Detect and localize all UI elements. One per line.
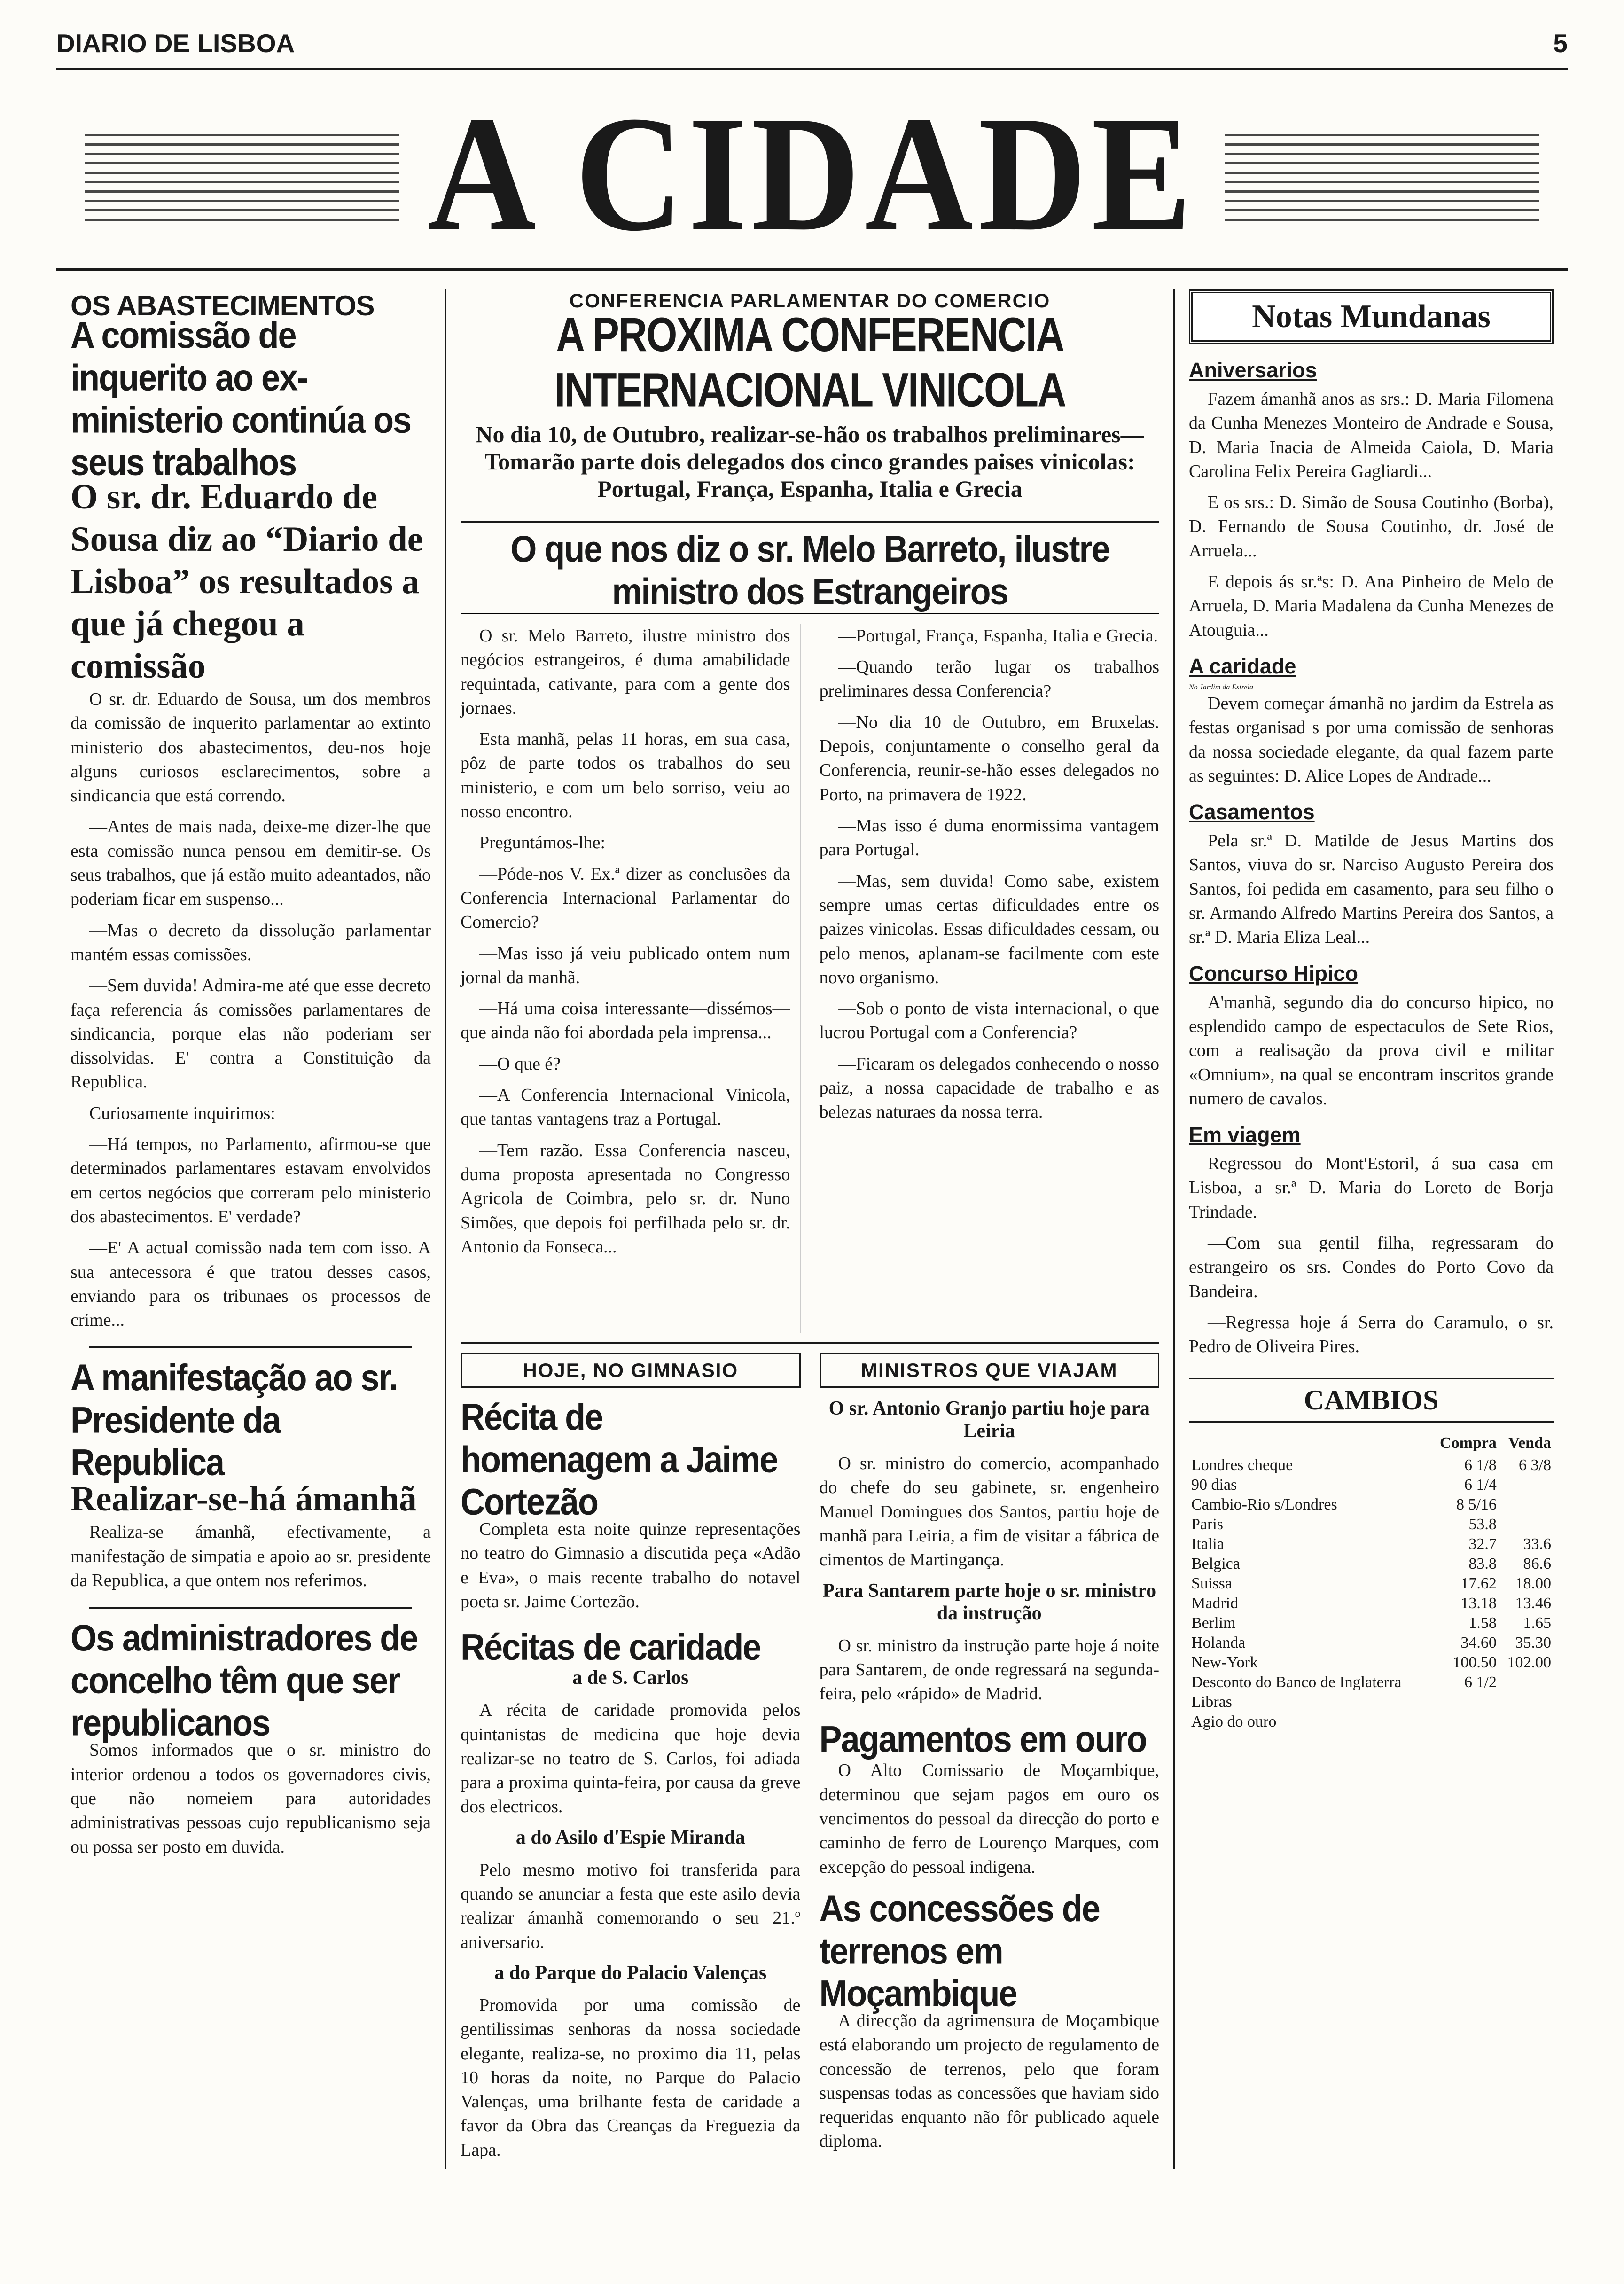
table-row [1189,1495,1554,1515]
table-cell [1430,1692,1499,1712]
masthead-area [56,80,1568,271]
subheadline: a do Parque do Palacio Valenças [494,1962,767,1984]
paragraph: —Sob o ponto de vista internacional, o que lucrou Portugal com a Conferencia? [819,999,1159,1043]
article-paragraph: Somos informados que o sr. ministro do interior ordenou a todos os governadores civis, que não nomeiem para autoridades administrativas pessoas cujo republicanismo seja ou possa ser posto em duvida. [70,1740,431,1857]
table-cell: 8 5/16 [1456,1495,1497,1513]
paragraph: —Há uma coisa interessante—dissémos—que ainda não foi abordada pela imprensa... [461,999,790,1043]
center-bottom-right [820,1353,1160,2169]
main-grid [56,289,1568,2169]
paragraph: A direcção da agrimensura de Moçambique está elaborando um projecto de regulamento de concessão de terrenos, pelo que foram suspensas todas as concessões que haviam sido requeridas enquanto não fôr publicado aquele diploma. [819,2010,1159,2151]
headline: As concessões de terrenos em Moçambique [819,1888,1100,2015]
article-paragraph: O sr. dr. Eduardo de Sousa, um dos membros da comissão de inquerito parlamentar ao extinto ministerio dos abastecimentos, deu-nos hoje alguns curiosos esclarecimentos, sobre a sindicancia que está correndo. [70,689,431,806]
paragraph: O Alto Comissario de Moçambique, determinou que sejam pagos em ouro os vencimentos do pessoal da direcção do porto e caminho de ferro de Lourenço Marques, com excepção do pessoal indigena. [819,1760,1159,1877]
table-cell: 13.46 [1515,1594,1551,1612]
divider [89,1607,412,1609]
decorative-lines-left [85,127,399,221]
table-cell: Holanda [1191,1634,1246,1651]
section-header: HOJE, NO GIMNASIO [461,1353,801,1388]
article-paragraph: —Antes de mais nada, deixe-me dizer-lhe que esta comissão nunca pensou em demitir-se. Os seus trabalhos, que já estão muito adeantados, não poderiam ficar em suspenso... [70,817,431,909]
paragraph: Preguntámos-lhe: [479,833,606,853]
table-cell [1499,1712,1554,1732]
subheadline: a de S. Carlos [572,1667,689,1689]
article-paragraph: Curiosamente inquirimos: [89,1103,275,1123]
table-row [1189,1692,1554,1712]
table-cell: 34.60 [1460,1634,1497,1651]
table-cell: 100.50 [1452,1653,1497,1671]
table-cell: 86.6 [1523,1555,1551,1572]
notes-paragraph: Pela sr.ª D. Matilde de Jesus Martins dos Santos, viuva do sr. Narciso Augusto Pereira dos Santos, foi pedida em casamento, para seu filho o sr. Armando Alfredo Martins Pereira dos Santos, a sr.ª D. Maria Eliza Leal... [1189,831,1554,947]
center-headline: A PROXIMA CONFERENCIA INTERNACIONAL VINICOLA [554,308,1066,417]
paragraph: A récita de caridade promovida pelos quintanistas de medicina que hoje devia realizar-se no teatro de S. Carlos, foi adiada para a proxima quinta-feira, por causa da greve dos electricos. [461,1700,801,1817]
cambios-table [1189,1432,1554,1732]
divider [89,1346,412,1348]
table-cell: Suissa [1191,1574,1232,1592]
paragraph: —O que é? [479,1054,561,1074]
table-row [1189,1712,1554,1732]
notes-section-title: A caridade [1189,654,1296,678]
paragraph: O sr. Melo Barreto, ilustre ministro dos negócios estrangeiros, é duma amabilidade requintada, cativante, para com a gente dos jornaes. [461,626,790,718]
table-cell [1499,1475,1554,1495]
paragraph: —Mas, sem duvida! Como sabe, existem sempre umas certas dificuldades entre os paizes vinicolas. Essas dificuldades cessam, ou pelo menos, aplanam-se facilmente com este novo organismo. [819,871,1159,987]
notes-section-title: Concurso Hipico [1189,961,1359,986]
subheadline: Para Santarem parte hoje o sr. ministro da instrução [822,1580,1156,1624]
table-cell: 13.18 [1460,1594,1497,1612]
table-cell: 1.65 [1523,1614,1551,1632]
table-cell: New-York [1191,1653,1258,1671]
article-title: A comissão de inquerito ao ex-ministerio continúa os seus trabalhos [70,314,411,484]
masthead-text: A CIDADE [428,82,1196,266]
paragraph: —Póde-nos V. Ex.ª dizer as conclusões da Conferencia Internacional Parlamentar do Comercio? [461,864,790,932]
center-bottom-section [461,1342,1159,2169]
article-title: Os administradores de concelho têm que ser republicanos [70,1618,418,1744]
table-row [1189,1653,1554,1673]
table-cell: Desconto do Banco de Inglaterra [1191,1673,1402,1691]
notes-paragraph: A'manhã, segundo dia do concurso hipico, no esplendido campo de espectaculos de Sete Rios, com a realisação da prova civil e militar «Omnium», na qual se encontram inscritos grande numero de cavalos. [1189,992,1554,1109]
table-cell: 33.6 [1523,1535,1551,1553]
center-split-right [820,624,1160,1333]
table-cell: Italia [1191,1535,1224,1553]
table-cell: 18.00 [1515,1574,1551,1592]
article-title: A manifestação ao sr. Presidente da Republica [70,1357,398,1484]
article-paragraph: —Sem duvida! Admira-me até que esse decreto faça referencia ás comissões parlamentares de sindicancia, porque elas não poderiam ser dissolvidas. E' contra a Constituição da Republica. [70,976,431,1092]
paragraph: —Ficaram os delegados conhecendo o nosso paiz, a nossa capacidade de trabalho e as belezas naturaes da nossa terra. [819,1054,1159,1122]
notes-section-subtitle: No Jardim da Estrela [1189,683,1254,691]
table-cell: 90 dias [1191,1476,1237,1494]
table-cell: Agio do ouro [1191,1713,1277,1730]
paragraph: O sr. ministro da instrução parte hoje á noite para Santarem, de onde regressará na segunda-feira, pelo «rápido» de Madrid. [819,1635,1159,1704]
paragraph: —Tem razão. Essa Conferencia nasceu, duma proposta apresentada no Congresso Agricola de Coimbra, pelo sr. dr. Nuno Simões, que depois foi perfilhada pelo sr. dr. Antonio da Fonseca... [461,1140,790,1257]
article-paragraph: —Mas o decreto da dissolução parlamentar mantém essas comissões. [70,920,431,964]
paragraph: Esta manhã, pelas 11 horas, em sua casa, pôz de parte todos os trabalhos do seu ministerio, e com um belo sorriso, veiu ao nosso encontro. [461,729,790,822]
page-number: 5 [1553,29,1568,58]
paragraph: Promovida por uma comissão de gentilissimas senhoras da nossa sociedade elegante, realiza-se, no proximo dia 11, pelas 10 horas da noite, no Parque do Palacio Valenças, uma brilhante festa de caridade a favor da Obra das Creanças da Freguezia da Lapa. [461,1995,801,2160]
cambios-title: CAMBIOS [1189,1378,1554,1423]
article-subtitle: O sr. dr. Eduardo de Sousa diz ao “Diario de Lisboa” os resultados a que já chegou a comissão [70,477,423,686]
notes-paragraph: —Regressa hoje á Serra do Caramulo, o sr. Pedro de Oliveira Pires. [1189,1312,1554,1357]
center-kicker: CONFERENCIA PARLAMENTAR DO COMERCIO [569,289,1051,312]
table-cell: 6 3/8 [1519,1456,1551,1474]
newspaper-title: DIARIO DE LISBOA [56,29,295,58]
table-row [1189,1633,1554,1653]
article-paragraph: Realiza-se ámanhã, efectivamente, a manifestação de simpatia e apoio ao sr. presidente da Republica, a que ontem nos referimos. [70,1522,431,1591]
notes-paragraph: Fazem ámanhã anos as srs.: D. Maria Filomena da Cunha Menezes Monteiro de Andrade e Sousa, D. Maria Inacia de Almeida Caiola, D. Maria Carolina Felix Pereira Gagliardi... [1189,389,1554,481]
paragraph: —A Conferencia Internacional Vinicola, que tantas vantagens traz a Portugal. [461,1085,790,1129]
notes-section-title: Aniversarios [1189,358,1317,382]
table-cell: Libras [1191,1693,1232,1711]
notes-paragraph: Devem começar ámanhã no jardim da Estrela as festas organisad s por uma comissão de senhoras da nossa sociedade elegante, da qual fazem parte as seguintes: D. Alice Lopes de Andrade... [1189,693,1554,786]
paragraph: Completa esta noite quinze representações no teatro do Gimnasio a discutida peça «Adão e Eva», o mais recente trabalho do notavel poeta sr. Jaime Cortezão. [461,1519,801,1611]
headline: Récitas de caridade [461,1627,761,1668]
section-header: MINISTROS QUE VIAJAM [820,1353,1160,1388]
table-row [1189,1455,1554,1475]
table-cell: 32.7 [1468,1535,1497,1553]
table-row [1189,1534,1554,1554]
headline: Récita de homenagem a Jaime Cortezão [461,1396,778,1523]
article-head: OS ABASTECIMENTOS [70,290,375,321]
notes-paragraph: Regressou do Mont'Estoril, á sua casa em Lisboa, a sr.ª D. Maria do Loreto de Borja Trindade. [1189,1154,1554,1222]
article-paragraph: —E' A actual comissão nada tem com isso. A sua antecessora é que tratou desses casos, enviando para os tribunaes os processos de crime... [70,1238,431,1330]
table-row [1189,1594,1554,1613]
notes-paragraph: E depois ás sr.ªs: D. Ana Pinheiro de Melo de Arruela, D. Maria Madalena da Cunha Menezes de Atouguia... [1189,572,1554,640]
table-header-cell [1189,1432,1430,1455]
table-cell: 83.8 [1468,1555,1497,1572]
table-cell: Belgica [1191,1555,1240,1572]
table-header-cell: Venda [1499,1432,1554,1455]
paragraph: —Portugal, França, Espanha, Italia e Grecia. [838,626,1158,646]
center-split-left [461,624,801,1333]
center-lead: No dia 10, de Outubro, realizar-se-hão os trabalhos preliminares—Tomarão parte dois delegados dos cinco grandes paises vinicolas: Portugal, França, Espanha, Italia e Grecia [476,421,1144,502]
center-subhead: O que nos diz o sr. Melo Barreto, ilustre ministro dos Estrangeiros [461,528,1159,614]
notes-section-title: Casamentos [1189,800,1315,824]
table-body [1189,1455,1554,1732]
notes-section-title: Em viagem [1189,1123,1301,1147]
table-cell: Cambio-Rio s/Londres [1191,1495,1337,1513]
column-4 [1175,289,1568,2169]
table-cell: Madrid [1191,1594,1239,1612]
notas-content [1189,358,1554,1359]
column-1 [56,289,446,2169]
paragraph: —No dia 10 de Outubro, em Bruxelas. Depois, conjuntamente o conselho geral da Conferencia, reunir-se-hão esses delegados no Porto, na primavera de 1922. [819,712,1159,805]
center-split-section [461,624,1159,1333]
column-center [446,289,1175,2169]
subheadline: a do Asilo d'Espie Miranda [515,1826,745,1848]
table-cell [1499,1692,1554,1712]
article-subtitle: Realizar-se-há ámanhã [70,1479,417,1519]
notes-paragraph: —Com sua gentil filha, regressaram do estrangeiro os srs. Condes do Porto Covo da Bandeira. [1189,1233,1554,1301]
table-row [1189,1574,1554,1594]
table-cell [1430,1712,1499,1732]
table-cell: 6 1/8 [1464,1456,1497,1474]
notas-mundanas-header: Notas Mundanas [1189,289,1554,344]
table-row [1189,1613,1554,1633]
center-top-section [461,289,1159,523]
notes-paragraph: E os srs.: D. Simão de Sousa Coutinho (Borba), D. Fernando de Sousa Coutinho, dr. José de Arruela... [1189,493,1554,561]
table-cell: 102.00 [1507,1653,1551,1671]
table-header-cell: Compra [1430,1432,1499,1455]
headline: Pagamentos em ouro [819,1719,1147,1760]
table-row [1189,1554,1554,1574]
paragraph: O sr. ministro do comercio, acompanhado do chefe do seu gabinete, sr. engenheiro Manuel Domingues dos Santos, partiu hoje de manhã para Leiria, a fim de visitar a fábrica de cimentos de Martingança. [819,1454,1159,1570]
article-paragraph: —Há tempos, no Parlamento, afirmou-se que determinados parlamentares estavam envolvidos em certos negócios que correram pelo ministerio dos abastecimentos. E' verdade? [70,1134,431,1227]
table-header-row [1189,1432,1554,1455]
table-cell: Berlim [1191,1614,1236,1632]
paragraph: —Mas isso já veiu publicado ontem num jornal da manhã. [461,943,790,987]
table-cell: Paris [1191,1515,1223,1533]
subheadline: O sr. Antonio Granjo partiu hoje para Leiria [828,1398,1150,1442]
table-row [1189,1515,1554,1534]
paragraph: Pelo mesmo motivo foi transferida para quando se anunciar a festa que este asilo devia realizar ámanhã comemorando o seu 21.º aniversario. [461,1860,801,1952]
table-row [1189,1673,1554,1692]
decorative-lines-right [1225,127,1539,221]
top-bar [56,28,1568,70]
paragraph: —Mas isso é duma enormissima vantagem para Portugal. [819,816,1159,860]
table-cell [1499,1515,1554,1534]
table-cell [1499,1495,1554,1515]
paragraph: —Quando terão lugar os trabalhos preliminares dessa Conferencia? [819,657,1159,701]
table-cell: 6 1/2 [1464,1673,1497,1691]
table-row [1189,1475,1554,1495]
table-cell: 1.58 [1468,1614,1497,1632]
table-cell: 53.8 [1468,1515,1497,1533]
center-bottom-left [461,1353,801,2169]
table-cell: 35.30 [1515,1634,1551,1651]
table-cell: Londres cheque [1191,1456,1293,1474]
table-cell [1499,1673,1554,1692]
table-cell: 17.62 [1460,1574,1497,1592]
table-cell: 6 1/4 [1464,1476,1497,1494]
